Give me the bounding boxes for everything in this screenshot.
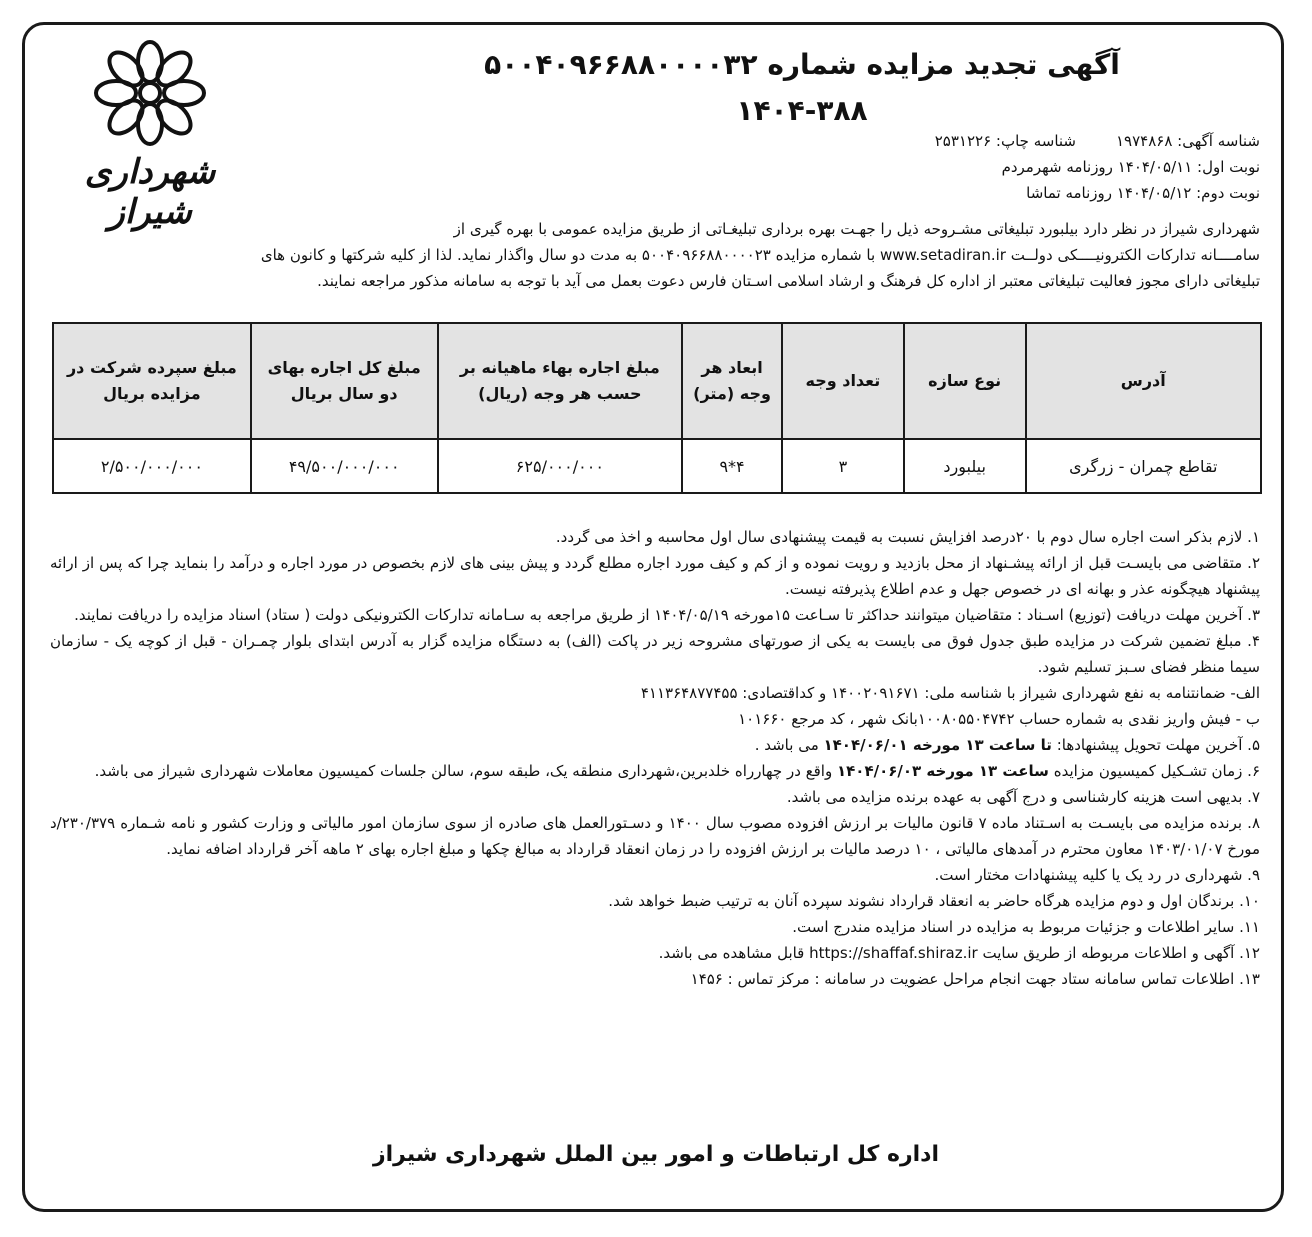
term-text: واقع در چهارراه خلدبرین،شهرداری منطقه یک، طبقه سوم، سالن جلسات کمیسیون معاملات شهرداری شیراز می باشد. xyxy=(94,762,837,780)
shiraz-municipality-logo xyxy=(50,38,250,232)
second-round: نوبت دوم: ۱۴۰۴/۰۵/۱۲ روزنامه تماشا xyxy=(1026,184,1260,202)
term-deadline: تا ساعت ۱۳ مورخه ۱۴۰۴/۰۶/۰۱ xyxy=(823,736,1052,754)
term-item xyxy=(50,758,1260,784)
notice-title xyxy=(352,42,1252,134)
term-item: ۷. بدیهی است هزینه کارشناسی و درج آگهی به عهده برنده مزایده می باشد. xyxy=(786,788,1260,806)
term-session-time: ساعت ۱۳ مورخه ۱۴۰۴/۰۶/۰۳ xyxy=(837,762,1049,780)
intro-paragraph xyxy=(50,216,1260,294)
first-round: نوبت اول: ۱۴۰۴/۰۵/۱۱ روزنامه شهرمردم xyxy=(1001,158,1260,176)
header-face-count: تعداد وجه xyxy=(782,323,904,439)
cell-face-count: ۳ xyxy=(782,439,904,493)
terms-list xyxy=(50,524,1260,992)
cell-monthly-rent: ۶۲۵/۰۰۰/۰۰۰ xyxy=(438,439,683,493)
table-row xyxy=(53,439,1261,493)
title-line-1: آگهی تجدید مزایده شماره ۵۰۰۴۰۹۶۶۸۸۰۰۰۰۳۲ xyxy=(484,48,1120,81)
cell-structure-type: بیلبورد xyxy=(904,439,1026,493)
term-subitem: ب - فیش واریز نقدی به شماره حساب ۱۰۰۸۰۵۵۰۴۷۴۲بانک شهر ، کد مرجع ۱۰۱۶۶۰ xyxy=(738,710,1260,728)
header-monthly-rent: مبلغ اجاره بهاء ماهیانه بر حسب هر وجه (ریال) xyxy=(438,323,683,439)
term-subitem: الف- ضمانتنامه به نفع شهرداری شیراز با شناسه ملی: ۱۴۰۰۲۰۹۱۶۷۱ و کداقتصادی: ۴۱۱۳۶۴۸۷۷۴۵۵ xyxy=(640,684,1260,702)
notice-meta xyxy=(935,128,1260,206)
footer-signature: اداره کل ارتباطات و امور بین الملل شهرداری شیراز xyxy=(372,1142,940,1167)
term-item: ۲. متقاضی می بایسـت قبل از ارائه پیشـنهاد از محل بازدید و رویت نموده و از کم و کیف مورد اجاره مطلع گردد و پیش بینی های لازم بخصوص در مورد اجاره و درآمد را بنماید چرا که پس از ارائه پیشنهاد هیچگونه عذر و بهانه ای در خصوص جهل و عدم اطلاع پذیرفته نیست. xyxy=(50,554,1260,598)
print-id: شناسه چاپ: ۲۵۳۱۲۲۶ xyxy=(934,132,1076,150)
header-deposit: مبلغ سپرده شرکت در مزایده بریال xyxy=(53,323,251,439)
term-item: ۱۳. اطلاعات تماس سامانه ستاد جهت انجام مراحل عضویت در سامانه : مرکز تماس : ۱۴۵۶ xyxy=(690,970,1260,988)
header-structure-type: نوع سازه xyxy=(904,323,1026,439)
term-item: ۸. برنده مزایده می بایسـت به اسـتناد ماده ۷ قانون مالیات بر ارزش افزوده مصوب سال ۱۴۰۰ و دسـتورالعمل های صادره از سوی سازمان امور مالیاتی و وزارت کشور و نامه شـماره ۲۳۰/۳۷۹/د مورخ ۱۴۰۳/۰۱/۰۷ معاون محترم در آمدهای مالیاتی ، ۱۰ درصد مالیات بر ارزش افزوده را در زمان انعقاد قرارداد به مبالغ چکها و مبلغ اجاره بهای ۲ ماهه آخر قرارداد اضافه نماید. xyxy=(50,814,1260,858)
term-text: می باشد . xyxy=(754,736,824,754)
intro-line: سامــــانه تدارکات الکترونیــــکی دولــت www.setadiran.ir با شماره مزایده ۵۰۰۴۰۹۶۶۸۸۰۰۰۰۲۳ به مدت دو سال واگذار نماید. لذا از کلیه شرکتها و کانون های xyxy=(260,246,1260,264)
header-face-dimensions: ابعاد هر وجه (متر) xyxy=(682,323,782,439)
cell-address: تقاطع چمران - زرگری xyxy=(1026,439,1261,493)
header-total-rent: مبلغ کل اجاره بهای دو سال بریال xyxy=(251,323,438,439)
table-header-row xyxy=(53,323,1261,439)
term-item: ۳. آخرین مهلت دریافت (توزیع) اسـناد : متقاضیان میتوانند حداکثر تا سـاعت ۱۵مورخه ۱۴۰۴/۰۵/۱۹ از طریق مراجعه به سـامانه تدارکات الکترونیکی دولت ( ستاد) اسناد مزایده را دریافت نمایند. xyxy=(74,606,1260,624)
cell-total-rent: ۴۹/۵۰۰/۰۰۰/۰۰۰ xyxy=(251,439,438,493)
term-item: ۱۲. آگهی و اطلاعات مربوطه از طریق سایت https://shaffaf.shiraz.ir قابل مشاهده می باشد. xyxy=(658,944,1260,962)
term-item: ۴. مبلغ تضمین شرکت در مزایده طبق جدول فوق می بایست به یکی از صورتهای مشروحه زیر در پاکت (الف) به دستگاه مزایده گزار به آدرس ابتدای بلوار چمـران - قبل از کوچه یک - سازمان سیما منظر فضای سـبز تسلیم شود. xyxy=(50,632,1260,676)
term-text: ۶. زمان تشـکیل کمیسیون مزایده xyxy=(1048,762,1260,780)
term-item: ۱. لازم بذکر است اجاره سال دوم با ۲۰درصد افزایش نسبت به قیمت پیشنهادی سال اول محاسبه و اخذ می گردد. xyxy=(555,528,1260,546)
auction-table xyxy=(52,322,1262,494)
term-item: ۹. شهرداری در رد یک یا کلیه پیشنهادات مختار است. xyxy=(934,866,1260,884)
header-address: آدرس xyxy=(1026,323,1261,439)
flower-logo-icon xyxy=(90,38,210,148)
cell-deposit: ۲/۵۰۰/۰۰۰/۰۰۰ xyxy=(53,439,251,493)
term-item xyxy=(50,732,1260,758)
logo-wordmark: شهرداری شیراز xyxy=(84,152,216,232)
title-line-2: ۱۴۰۴-۳۸۸ xyxy=(736,94,868,127)
term-item: ۱۰. برندگان اول و دوم مزایده هرگاه حاضر به انعقاد قرارداد نشوند سپرده آنان به ترتیب ضبط خواهد شد. xyxy=(608,892,1260,910)
term-item: ۱۱. سایر اطلاعات و جزئیات مربوط به مزایده در اسناد مزایده مندرج است. xyxy=(792,918,1260,936)
cell-face-dimensions: ۴*۹ xyxy=(682,439,782,493)
intro-line: شهرداری شیراز در نظر دارد بیلبورد تبلیغاتی مشـروحه ذیل را جهـت بهره برداری تبلیغـاتی از طریق مزایده عمومی با بهره گیری از xyxy=(453,220,1260,238)
term-text: ۵. آخرین مهلت تحویل پیشنهادها: xyxy=(1051,736,1260,754)
intro-line: تبلیغاتی دارای مجوز فعالیت تبلیغاتی معتبر از اداره کل فرهنگ و ارشاد اسلامی اسـتان فارس دعوت بعمل می آید با توجه به سامانه مذکور مراجعه نمایند. xyxy=(317,272,1260,290)
ad-id: شناسه آگهی: ۱۹۷۴۸۶۸ xyxy=(1116,132,1260,150)
